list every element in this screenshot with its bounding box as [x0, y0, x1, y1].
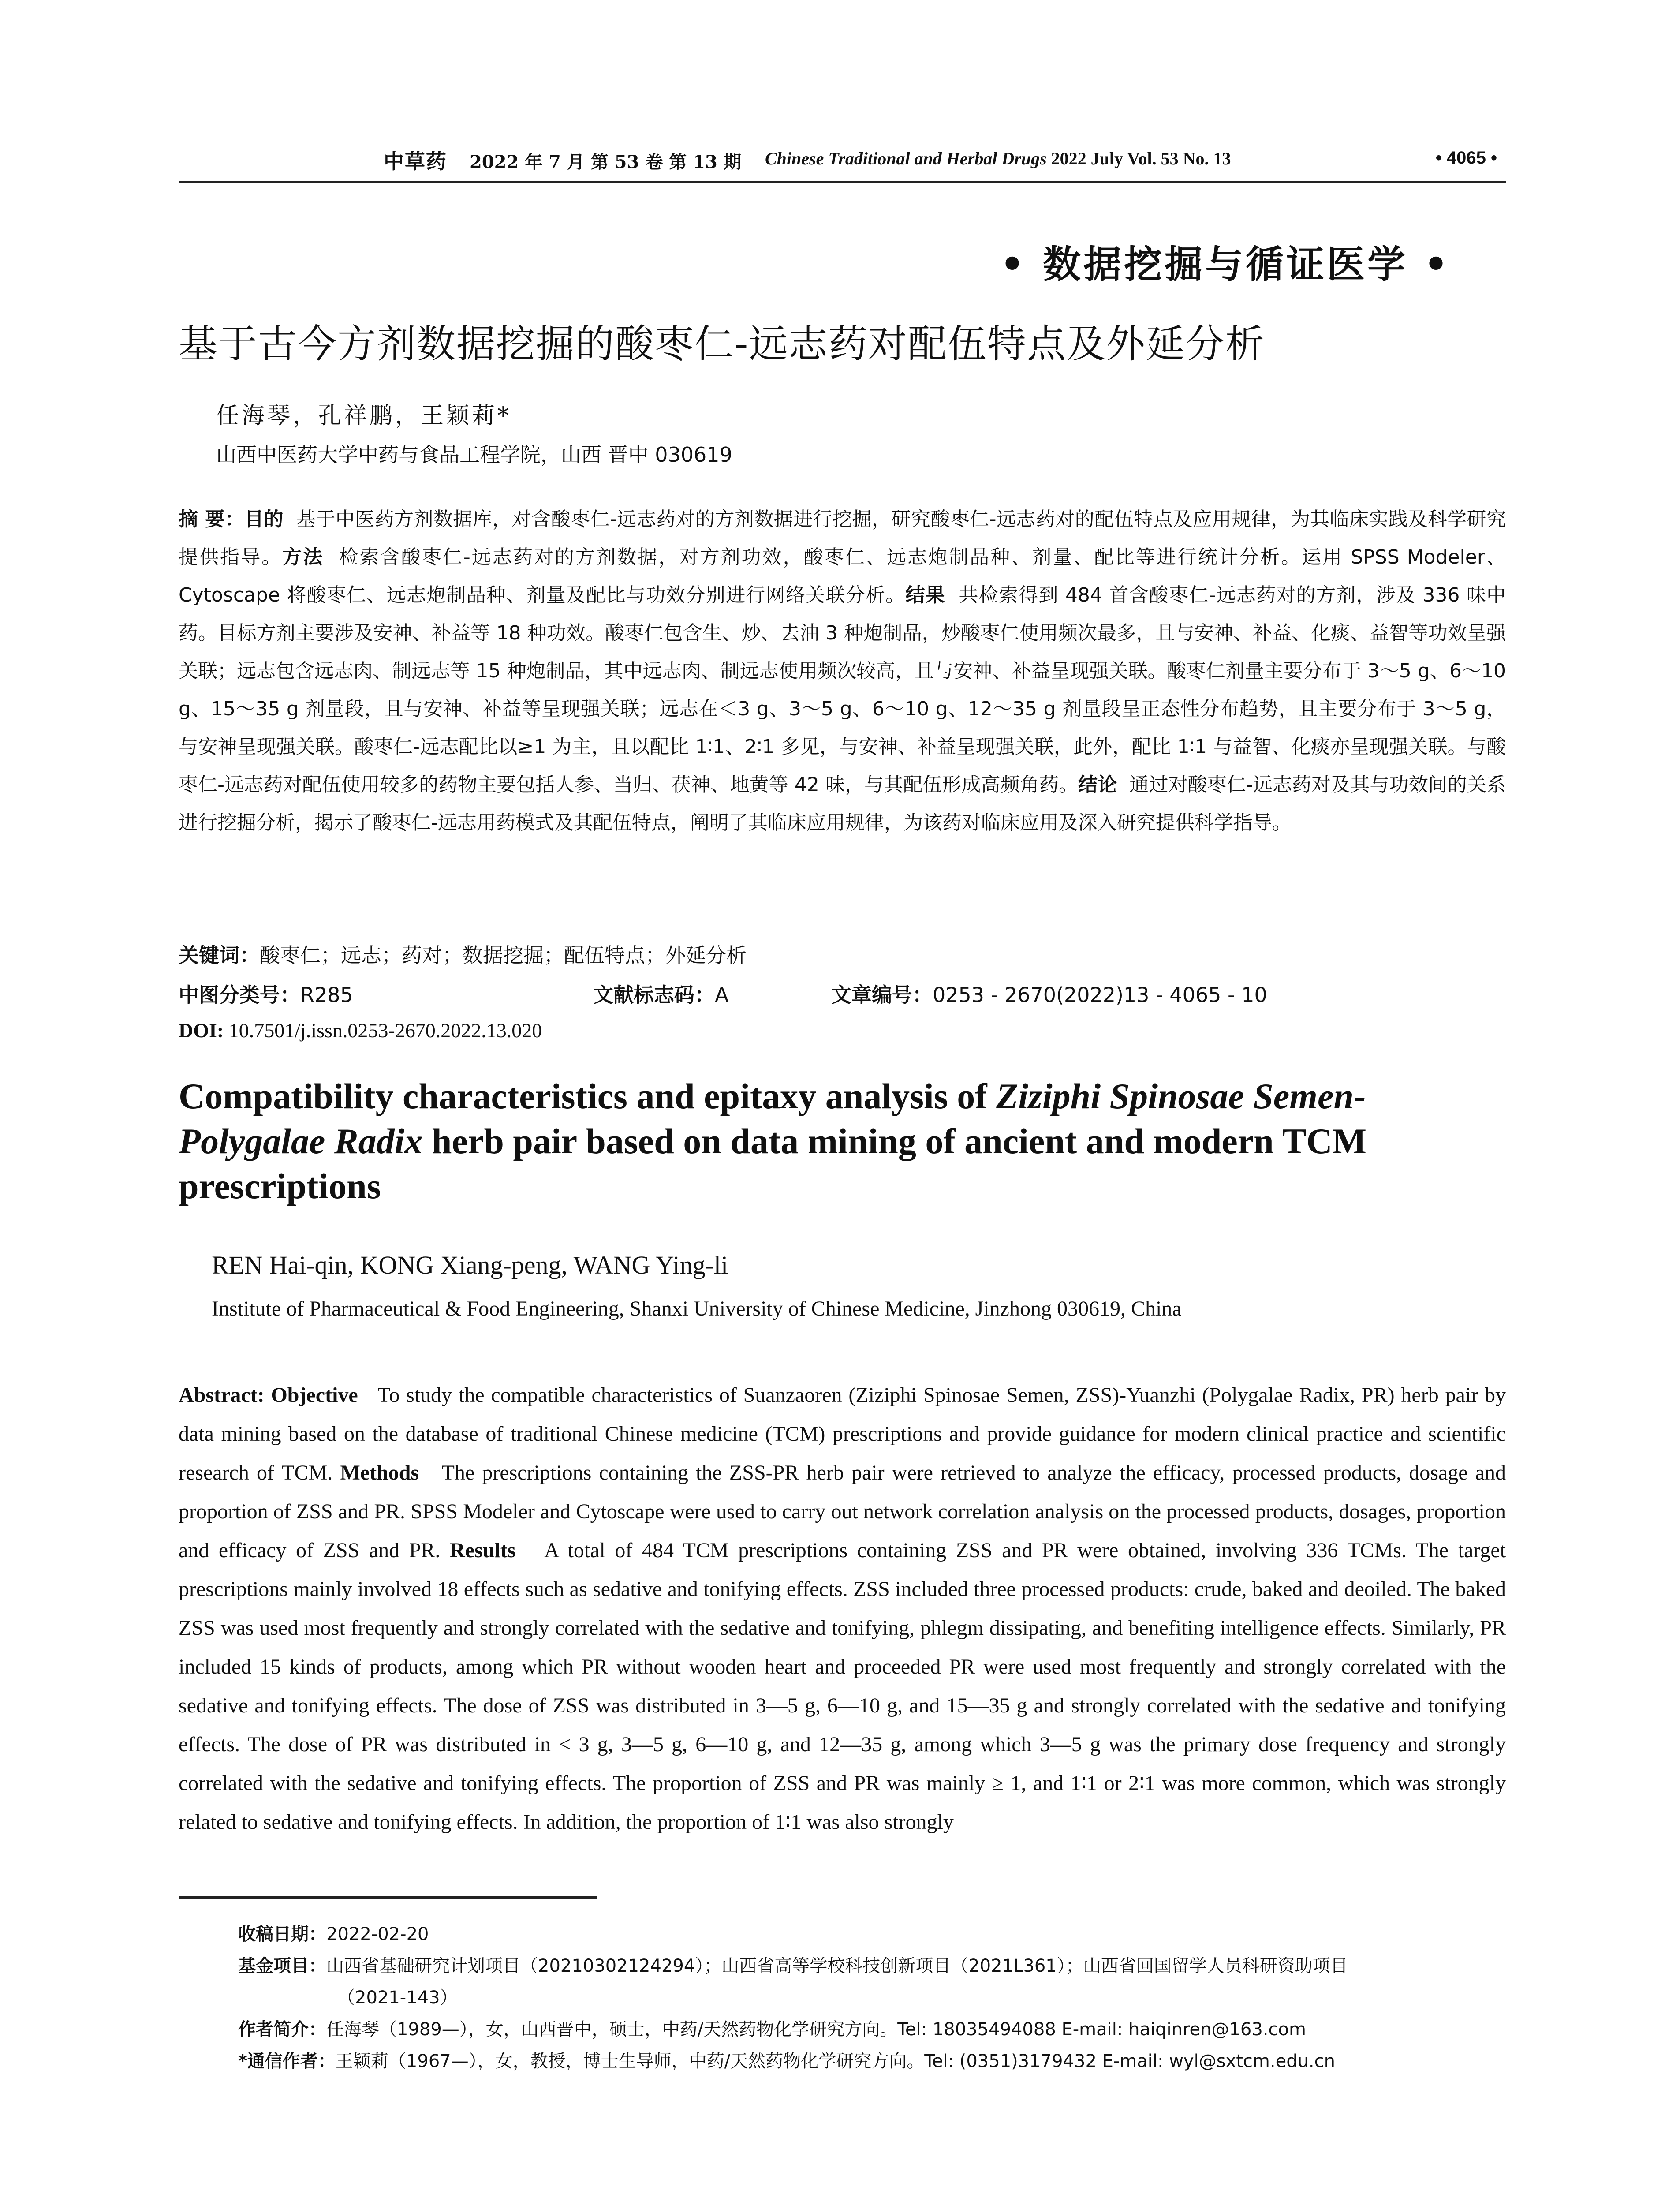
- footnotes: [238, 1918, 1508, 2077]
- running-header: [179, 146, 1506, 183]
- affiliation-en: Institute of Pharmaceutical & Food Engineering, Shanxi University of Chinese Medicine, Jinzhong 030619, China: [212, 1297, 1182, 1320]
- doi-value: 10.7501/j.issn.0253-2670.2022.13.020: [228, 1019, 542, 1042]
- objective-cn: 基于中医药方剂数据库，对含酸枣仁-远志药对的方剂数据进行挖掘，研究酸枣仁-远志药对的配伍特点及应用规律，为其临床实践及科学研究提供指导。: [179, 508, 1506, 568]
- objective-label-en: Objective: [271, 1383, 358, 1407]
- title-cn: 基于古今方剂数据挖掘的酸枣仁-远志药对配伍特点及外延分析: [179, 321, 1265, 366]
- results-label-cn: 结果: [905, 584, 945, 606]
- methods-cn: 检索含酸枣仁-远志药对的方剂数据，对方剂功效，酸枣仁、远志炮制品种、剂量、配比等进行统计分析。运用 SPSS Modeler、Cytoscape 将酸枣仁、远志炮制品种、剂量及配比与功效分别进行网络关联分析。: [179, 546, 1506, 606]
- issue-en: 2022 July Vol. 53 No. 13: [1051, 149, 1231, 168]
- classification-line: [179, 979, 1506, 1008]
- results-label-en: Results: [449, 1539, 516, 1562]
- doi-line: [179, 1019, 542, 1042]
- footnote-corresponding: *通信作者：王颖莉（1967—），女，教授，博士生导师，中药/天然药物化学研究方向。Tel: (0351)3179432 E-mail: wyl@sxtcm.edu.cn: [238, 2051, 1335, 2071]
- methods-en: The prescriptions containing the ZSS-PR herb pair were retrieved to analyze the efficacy, processed products, dosage and proportion of ZSS and PR. SPSS Modeler and Cytoscape were used to carry out network correlation analysis on the processed products, dosages, proportion and efficacy of ZSS and PR.: [179, 1461, 1506, 1562]
- clc-value: R285: [300, 983, 353, 1007]
- article-no-value: 0253 - 2670(2022)13 - 4065 - 10: [933, 983, 1267, 1007]
- journal-name-cn: 中草药: [384, 149, 447, 173]
- doc-code-label: 文献标志码：: [593, 983, 715, 1007]
- doc-code-value: A: [715, 983, 729, 1007]
- page-number: • 4065 •: [1435, 148, 1497, 168]
- authors-en: REN Hai-qin, KONG Xiang-peng, WANG Ying-li: [212, 1251, 728, 1279]
- results-en: A total of 484 TCM prescriptions containing ZSS and PR were obtained, involving 336 TCMs. The target prescriptions mainly involved 18 effects such as sedative and tonifying effects. ZSS included three processed products: crude, baked and deoiled. The baked ZSS was used most frequently and strongly correlated with the sedative and tonifying, phlegm dissipating, and benefiting intelligence effects. Similarly, PR included 15 kinds of products, among which PR without wooden heart and proceeded PR were used most frequently and strongly correlated with the sedative and tonifying effects. The dose of ZSS was distributed in 3—5 g, 6—10 g, and 15—35 g and strongly correlated with the sedative and tonifying effects. The dose of PR was distributed in < 3 g, 3—5 g, 6—10 g, and 12—35 g, among which 3—5 g was the primary dose frequency and strongly correlated with the sedative and tonifying effects. The proportion of ZSS and PR was mainly ≥ 1, and 1∶1 or 2∶1 was more common, which was strongly related to sedative and tonifying effects. In addition, the proportion of 1∶1 was also strongly: [179, 1539, 1506, 1834]
- conclusion-label-cn: 结论: [1078, 774, 1117, 796]
- footnote-rule: [179, 1896, 597, 1899]
- abstract-cn-label: 摘 要：: [179, 508, 245, 531]
- conclusion-cn: 通过对酸枣仁-远志药对及其与功效间的关系进行挖掘分析，揭示了酸枣仁-远志用药模式及其配伍特点，阐明了其临床应用规律，为该药对临床应用及深入研究提供科学指导。: [179, 774, 1506, 834]
- footnote-author: 作者简介：任海琴（1989—），女，山西晋中，硕士，中药/天然药物化学研究方向。Tel: 18035494088 E-mail: haiqinren@163.com: [238, 2019, 1306, 2040]
- affiliation-cn: 山西中医药大学中药与食品工程学院，山西 晋中 030619: [216, 443, 732, 467]
- footnote-received: 收稿日期：2022-02-20: [238, 1924, 429, 1944]
- title-en-latin: Ziziphi Spinosae Semen-Polygalae Radix: [179, 1076, 1366, 1161]
- results-cn: 共检索得到 484 首含酸枣仁-远志药对的方剂，涉及 336 味中药。目标方剂主要涉及安神、补益等 18 种功效。酸枣仁包含生、炒、去油 3 种炮制品，炒酸枣仁使用频次最多，且与安神、补益、化痰、益智等功效呈强关联；远志包含远志肉、制远志等 15 种炮制品，其中远志肉、制远志使用频次较高，且与安神、补益呈现强关联。酸枣仁剂量主要分布于 3～5 g、6～10 g、15～35 g 剂量段，且与安神、补益等呈现强关联；远志在＜3 g、3～5 g、6～10 g、12～35 g 剂量段呈正态性分布趋势，且主要分布于 3～5 g，与安神呈现强关联。酸枣仁-远志配比以≥1 为主，且以配比 1∶1、2∶1 多见，与安神、补益呈现强关联，此外，配比 1∶1 与益智、化痰亦呈现强关联。与酸枣仁-远志药对配伍使用较多的药物主要包括人参、当归、茯神、地黄等 42 味，与其配伍形成高频角药。: [179, 584, 1506, 796]
- methods-label-en: Methods: [340, 1461, 419, 1484]
- keywords-cn: [179, 939, 747, 968]
- section-heading: • 数据挖掘与循证医学 •: [1000, 242, 1451, 287]
- authors-cn: 任海琴，孔祥鹏，王颖莉*: [216, 403, 512, 429]
- doi-label: DOI:: [179, 1019, 224, 1042]
- abstract-en-label: Abstract:: [179, 1383, 271, 1407]
- journal-name-en: Chinese Traditional and Herbal Drugs 2022 July Vol. 53 No. 13: [765, 149, 1231, 168]
- keywords-label-cn: 关键词：: [179, 943, 260, 967]
- footnote-funding: 基金项目：山西省基础研究计划项目（20210302124294）；山西省高等学校科技创新项目（2021L361）；山西省回国留学人员科研资助项目 （2021-143）: [238, 1956, 1348, 2008]
- keywords-text-cn: 酸枣仁；远志；药对；数据挖掘；配伍特点；外延分析: [260, 943, 747, 967]
- abstract-en: [179, 1376, 1506, 1842]
- article-no-label: 文章编号：: [831, 983, 933, 1007]
- objective-label-cn: 目的: [244, 508, 284, 531]
- clc-label: 中图分类号：: [179, 983, 300, 1007]
- title-en: Compatibility characteristics and epitaxy analysis of Ziziphi Spinosae Semen-Polygalae Radix herb pair based on data mining of ancient and modern TCM prescriptions: [179, 1076, 1367, 1206]
- methods-label-cn: 方法: [282, 546, 324, 568]
- abstract-cn: [179, 501, 1506, 842]
- issue-cn: 2022 年 7 月 第 53 卷 第 13 期: [470, 152, 741, 172]
- objective-en: To study the compatible characteristics of Suanzaoren (Ziziphi Spinosae Semen, ZSS)-Yuanzhi (Polygalae Radix, PR) herb pair by data mining based on the database of traditional Chinese medicine (TCM) prescriptions and provide guidance for modern clinical practice and scientific research of TCM.: [179, 1383, 1506, 1484]
